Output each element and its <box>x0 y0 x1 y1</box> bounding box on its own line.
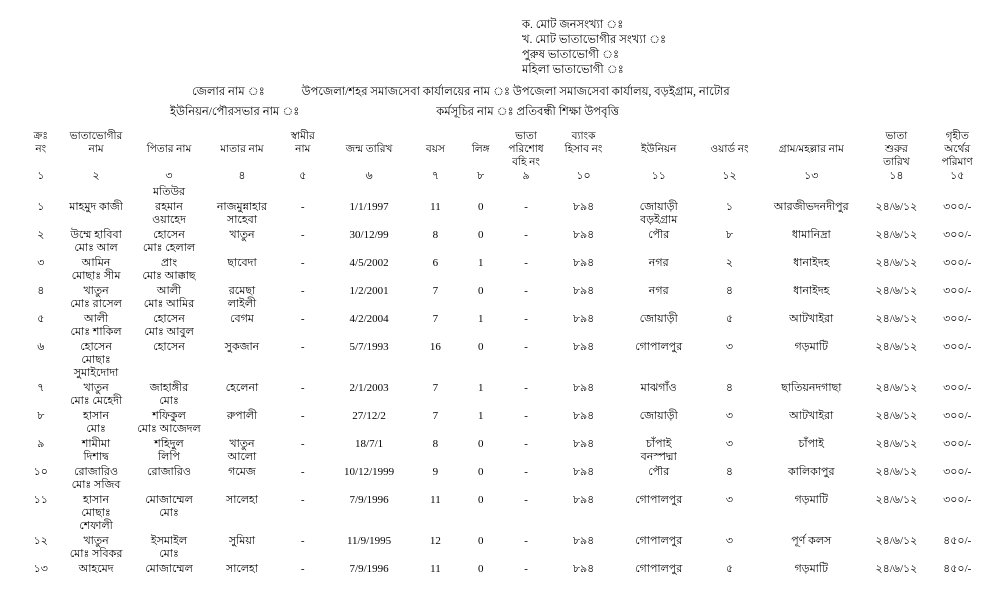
th-sl-l2: নং <box>35 144 47 155</box>
table-row <box>22 534 986 562</box>
age-cell: 7 <box>432 410 439 422</box>
sl-cell: ৬ <box>37 341 45 353</box>
amount-cell: ৩০০/- <box>943 201 972 213</box>
amount-cell: ৩০০/- <box>943 466 972 478</box>
sl-cell: ১২ <box>33 535 48 547</box>
mother-name-cell: ছাবেদা <box>227 257 257 269</box>
ward-no-cell: ৪ <box>725 466 734 478</box>
ward-no-cell: ৪ <box>725 382 734 394</box>
book-no-cell: - <box>524 563 528 575</box>
start-date-cell: ২৪/৬/১২ <box>875 229 918 241</box>
bank-account-cell: ৮৯৪ <box>572 341 595 353</box>
th-num-8: ৮ <box>477 170 485 182</box>
sex-cell: 1 <box>477 382 484 394</box>
father-name-cell: রোজারিও <box>146 466 192 478</box>
dob-cell: 7/9/1996 <box>349 563 389 575</box>
th-num-11: ১১ <box>651 170 666 182</box>
header-office-line <box>22 84 986 100</box>
book-no-cell: - <box>524 201 528 213</box>
husband-name-cell: - <box>300 257 305 269</box>
age-cell: 9 <box>432 466 439 478</box>
amount-cell: ৩০০/- <box>943 438 972 450</box>
th-husband-l1: স্বামীর <box>290 131 315 142</box>
book-no-cell: - <box>524 257 528 269</box>
th-dob-l2: জন্ম তারিখ <box>345 144 393 155</box>
th-amount-l3: পরিমাণ <box>941 157 973 168</box>
sl-cell: ১ <box>37 201 45 213</box>
bank-account-cell: ৮৯৪ <box>572 410 595 422</box>
book-no-cell: - <box>524 285 528 297</box>
bank-account-cell: ৮৯৪ <box>572 438 595 450</box>
programme-value: প্রতিবন্ধী শিক্ষা উপবৃত্তি <box>516 106 620 118</box>
village-cell: আটখাইরা <box>789 313 834 325</box>
th-amount-l2: অর্থের <box>944 144 971 155</box>
husband-name-cell: - <box>300 563 305 575</box>
age-cell: 8 <box>432 438 439 450</box>
bank-account-cell: ৮৯৪ <box>572 201 595 213</box>
th-start-l1: ভাতা <box>885 131 908 142</box>
sl-cell: ৩ <box>37 257 45 269</box>
male-beneficiaries-label: পুরুষ ভাতাভোগী ঃ <box>522 49 620 61</box>
th-union-l1 <box>617 130 701 143</box>
union-cell: গোপালপুর <box>635 535 683 547</box>
start-date-cell: ২৪/৬/১২ <box>875 466 918 478</box>
dob-cell: 30/12/99 <box>349 229 389 241</box>
start-date-cell: ২৪/৬/১২ <box>875 341 918 353</box>
th-name-l1: ভাতাভোগীর <box>69 131 123 142</box>
mother-name-cell: খাতুন আলো <box>227 438 257 463</box>
father-name-cell: শফিকুল মোঃ আজেদল <box>137 410 201 435</box>
ward-no-cell: ৮ <box>725 229 734 241</box>
th-num-14: ১৪ <box>889 170 904 182</box>
sl-cell: ৫ <box>37 313 45 325</box>
book-no-cell: - <box>524 466 528 478</box>
th-sex-l2: লিঙ্গ <box>471 144 490 155</box>
start-date-cell: ২৪/৬/১২ <box>875 285 918 297</box>
sl-cell: ৪ <box>37 285 45 297</box>
sl-cell: ১১ <box>33 494 48 506</box>
table-row <box>22 340 986 381</box>
table-row <box>22 312 986 340</box>
ward-no-cell: ২ <box>725 257 734 269</box>
start-date-cell: ২৪/৬/১২ <box>875 201 918 213</box>
sex-cell: 0 <box>477 341 484 353</box>
th-age-l1 <box>411 130 460 143</box>
start-date-cell: ২৪/৬/১২ <box>875 535 918 547</box>
th-account-l2: হিসাব নং <box>564 144 603 155</box>
father-name-cell: রহমান ওয়াহেদ <box>152 201 186 226</box>
th-num-5: ৫ <box>299 170 307 182</box>
village-cell: গড়মাটি <box>794 563 829 575</box>
bank-account-cell: ৮৯৪ <box>572 313 595 325</box>
sex-cell: 0 <box>477 494 484 506</box>
sex-cell: 0 <box>477 201 484 213</box>
age-cell: 16 <box>429 341 441 353</box>
th-blank-4 <box>205 156 278 169</box>
programme-label: কর্মসূচির নাম ঃ <box>436 106 514 118</box>
amount-cell: ৩০০/- <box>943 494 972 506</box>
mother-name-cell: রমেছা লাইলী <box>227 285 257 310</box>
table-row <box>22 493 986 534</box>
beneficiary-name-cell: শামীমা দিশাদ্ব <box>81 438 111 463</box>
sex-cell: 0 <box>477 466 484 478</box>
table-row <box>22 465 986 493</box>
bank-account-cell: ৮৯৪ <box>572 229 595 241</box>
th-age-l2: বয়স <box>425 144 445 155</box>
start-date-cell: ২৪/৬/১২ <box>875 257 918 269</box>
start-date-cell: ২৪/৬/১২ <box>875 494 918 506</box>
father-name-cell: মোজাম্মেল <box>145 563 193 575</box>
upazila-label: উপজেলা/শহর সমাজসেবা কার্যালয়ের নাম ঃ <box>301 86 511 98</box>
age-cell: 6 <box>432 257 439 269</box>
union-cell: নগর <box>648 285 669 297</box>
book-no-cell: - <box>524 535 528 547</box>
th-blank-12 <box>701 156 758 169</box>
sl-cell: ৯ <box>37 438 45 450</box>
mother-name-cell: সালেহা <box>225 494 258 506</box>
dob-cell: 5/7/1993 <box>349 341 389 353</box>
th-husband-l2: নাম <box>295 144 311 155</box>
th-num-6: ৬ <box>365 170 373 182</box>
beneficiary-register-table <box>22 130 986 577</box>
age-cell: 7 <box>432 382 439 394</box>
th-num-3: ৩ <box>165 170 173 182</box>
th-sl-l1: ক্রঃ <box>33 131 48 142</box>
th-account-l1: ব্যাংক <box>571 131 596 142</box>
start-date-cell: ২৪/৬/১২ <box>875 438 918 450</box>
start-date-cell: ২৪/৬/১২ <box>875 382 918 394</box>
age-cell: 7 <box>432 313 439 325</box>
table-header-subgroup-row <box>22 143 986 156</box>
bank-account-cell: ৮৯৪ <box>572 257 595 269</box>
village-cell: আরজীভদনদীপুর <box>773 201 849 213</box>
book-no-cell: - <box>524 341 528 353</box>
beneficiary-name-cell: খাতুন মোঃ রাসেল <box>70 285 122 310</box>
husband-name-cell: - <box>300 285 305 297</box>
table-header-number-row <box>22 169 986 185</box>
amount-cell: ৩০০/- <box>943 410 972 422</box>
husband-name-cell: - <box>300 438 305 450</box>
beneficiary-name-cell: খাতুন মোঃ সবিকর <box>69 535 123 560</box>
father-name-cell: প্রাং মোঃ আক্কাছ <box>142 257 196 282</box>
union-cell: জোয়াড়ী <box>639 313 678 325</box>
union-cell: গোপালপুর <box>635 563 683 575</box>
ward-no-cell: ৩ <box>725 535 734 547</box>
husband-name-cell: - <box>300 382 305 394</box>
ward-no-cell: ৪ <box>725 285 734 297</box>
sex-cell: 0 <box>477 563 484 575</box>
pretext-cell: মতিউর <box>152 186 186 198</box>
beneficiary-name-cell: খাতুন মোঃ মেহেদী <box>70 382 123 407</box>
bank-account-cell: ৮৯৪ <box>572 382 595 394</box>
village-cell: পূর্ণ কলস <box>791 535 832 547</box>
ward-no-cell: ৫ <box>725 563 734 575</box>
dob-cell: 10/12/1999 <box>344 466 395 478</box>
book-no-cell: - <box>524 494 528 506</box>
village-cell: ছাতিয়নদগাছা <box>781 382 842 394</box>
village-cell: ধানাইদহ <box>793 257 830 269</box>
dob-cell: 1/1/1997 <box>349 201 389 213</box>
th-blank-6 <box>327 156 411 169</box>
beneficiary-name-cell: উম্মে হাবিবা মোঃ আল <box>70 229 122 254</box>
upazila-value: উপজেলা সমাজসেবা কার্যালয়, বড়ইগ্রাম, নাটোর <box>512 86 730 98</box>
th-start-l3: তারিখ <box>883 157 910 168</box>
th-ward-l1 <box>701 130 758 143</box>
mother-name-cell: খাতুন <box>229 229 255 241</box>
table-row <box>22 228 986 256</box>
father-name-cell: আলী মোঃ আমির <box>143 285 195 310</box>
total-beneficiaries-label: খ. মোট ভাতাভোগীর সংখ্যা ঃ <box>522 34 667 46</box>
husband-name-cell: - <box>300 535 305 547</box>
book-no-cell: - <box>524 410 528 422</box>
village-cell: আটখাইরা <box>789 410 834 422</box>
beneficiary-name-cell: হাসান মোঃ <box>83 410 110 435</box>
amount-cell: ৩০০/- <box>943 285 972 297</box>
table-row <box>22 437 986 465</box>
husband-name-cell: - <box>300 313 305 325</box>
th-blank-11 <box>617 156 701 169</box>
th-mother-l2: মাতার নাম <box>220 144 264 155</box>
amount-cell: ৩০০/- <box>943 382 972 394</box>
th-dob-l1 <box>327 130 411 143</box>
th-num-1: ১ <box>37 170 45 182</box>
mother-name-cell: রুপালী <box>226 410 258 422</box>
sex-cell: 0 <box>477 285 484 297</box>
table-row <box>22 562 986 577</box>
th-start-l2: শুরুর <box>884 144 908 155</box>
th-village-l1 <box>758 130 864 143</box>
ward-no-cell: ৩ <box>725 341 734 353</box>
sl-cell: ৮ <box>37 410 45 422</box>
th-blank-1 <box>22 156 60 169</box>
bank-account-cell: ৮৯৪ <box>572 535 595 547</box>
sex-cell: 0 <box>477 535 484 547</box>
sex-cell: 1 <box>477 257 484 269</box>
husband-name-cell: - <box>300 229 305 241</box>
beneficiary-name-cell: আমিন মোছাঃ সীম <box>71 257 121 282</box>
husband-name-cell: - <box>300 201 305 213</box>
father-name-cell: মোজাম্মেল মোঃ <box>145 494 193 519</box>
amount-cell: ৩০০/- <box>943 257 972 269</box>
ward-no-cell: ১ <box>725 201 734 213</box>
amount-cell: ৩০০/- <box>943 229 972 241</box>
th-num-9: ৯ <box>522 170 530 182</box>
mother-name-cell: সুকজান <box>224 341 260 353</box>
th-payment-group-label: পরিশোধ <box>508 144 544 155</box>
father-name-cell: জাহাঙ্গীর মোঃ <box>149 382 189 407</box>
mother-name-cell: বেগম <box>230 313 254 325</box>
dob-cell: 4/5/2002 <box>349 257 389 269</box>
age-cell: 11 <box>430 494 441 506</box>
union-cell: পৌর <box>648 229 670 241</box>
father-name-cell: হোসেন মোঃ হেলাল <box>142 229 196 254</box>
table-row <box>22 409 986 437</box>
th-bookno-group-label: ভাতা <box>515 131 537 142</box>
beneficiary-name-cell: হাসান মোছাঃ শেফালী <box>79 494 113 532</box>
amount-cell: ৩০০/- <box>943 341 972 353</box>
table-pretext-row <box>22 185 986 200</box>
table-head <box>22 130 986 185</box>
sex-cell: 0 <box>477 438 484 450</box>
sl-cell: ১৩ <box>33 563 48 575</box>
age-cell: 8 <box>432 229 439 241</box>
th-name-l2: নাম <box>88 144 104 155</box>
table-row <box>22 284 986 312</box>
th-father-l2: পিতার নাম <box>146 144 192 155</box>
age-cell: 7 <box>432 285 439 297</box>
union-cell: চাঁপাই বনস্পদ্মা <box>640 438 677 463</box>
table-row <box>22 200 986 228</box>
ward-no-cell: ৩ <box>725 438 734 450</box>
dob-cell: 11/9/1995 <box>346 535 392 547</box>
total-population-label: ক. মোট জনসংখ্যা ঃ <box>522 19 624 31</box>
amount-cell: ৩০০/- <box>943 313 972 325</box>
sl-cell: ৭ <box>37 382 45 394</box>
union-label: ইউনিয়ন/পৌরসভার নাম ঃ <box>170 106 300 118</box>
dob-cell: 2/1/2003 <box>349 382 389 394</box>
village-cell: গড়মাটি <box>794 341 829 353</box>
village-cell: গড়মাটি <box>794 494 829 506</box>
union-cell: গোপালপুর <box>635 341 683 353</box>
beneficiary-name-cell: হোসেন মোছাঃ সুমাইদোদা <box>73 341 119 379</box>
sl-cell: ২ <box>37 229 45 241</box>
village-cell: ধামানিদ্রা <box>791 229 831 241</box>
beneficiary-name-cell: আলী মোঃ শাকিল <box>70 313 122 338</box>
sl-cell: ১০ <box>33 466 48 478</box>
table-body <box>22 185 986 577</box>
amount-cell: ৪৫০/- <box>943 535 972 547</box>
th-num-12: ১২ <box>722 170 737 182</box>
village-cell: চাঁপাই <box>798 438 825 450</box>
union-cell: মাঝগাঁও <box>640 382 677 394</box>
sex-cell: 1 <box>477 410 484 422</box>
beneficiary-name-cell: মাহমুদ কাজী <box>69 201 123 213</box>
th-mother-l1 <box>205 130 278 143</box>
book-no-cell: - <box>524 229 528 241</box>
mother-name-cell: নাজমুন্নাহার সাহেবা <box>216 201 268 226</box>
table-header-group-row <box>22 130 986 143</box>
union-cell: জোয়াড়ী বড়ইগ্রাম <box>639 201 678 226</box>
th-blank-8 <box>460 156 502 169</box>
husband-name-cell: - <box>300 494 305 506</box>
bank-account-cell: ৮৯৪ <box>572 563 595 575</box>
age-cell: 11 <box>430 563 441 575</box>
th-amount-l1: গৃহীত <box>945 131 969 142</box>
union-cell: নগর <box>648 257 669 269</box>
table-header-third-row <box>22 156 986 169</box>
village-cell: ধানাইদহ <box>793 285 830 297</box>
sex-cell: 1 <box>477 313 484 325</box>
header-summary-block <box>522 18 986 78</box>
th-num-4: ৪ <box>238 170 246 182</box>
ward-no-cell: ৩ <box>725 494 734 506</box>
union-cell: জোয়াড়ী <box>639 410 678 422</box>
header-union-line <box>22 104 986 120</box>
start-date-cell: ২৪/৬/১২ <box>875 410 918 422</box>
book-no-cell: - <box>524 382 528 394</box>
start-date-cell: ২৪/৬/১২ <box>875 313 918 325</box>
husband-name-cell: - <box>300 410 305 422</box>
th-ward-l2: ওয়ার্ড নং <box>710 144 749 155</box>
village-cell: কালিকাপুর <box>787 466 835 478</box>
father-name-cell: হোসেন মোঃ আবুল <box>144 313 194 338</box>
th-father-l1 <box>133 130 206 143</box>
th-num-15: ১৫ <box>950 170 965 182</box>
bank-account-cell: ৮৯৪ <box>572 285 595 297</box>
amount-cell: ৪৫০/- <box>943 563 972 575</box>
table-row <box>22 256 986 284</box>
th-village-l2: গ্রাম/মহল্লার নাম <box>778 144 844 155</box>
husband-name-cell: - <box>300 341 305 353</box>
age-cell: 11 <box>430 201 441 213</box>
th-blank-3 <box>133 156 206 169</box>
beneficiary-name-cell: আহমেদ <box>78 563 114 575</box>
th-num-10: ১০ <box>576 170 591 182</box>
th-blank-5 <box>278 156 327 169</box>
dob-cell: 1/2/2001 <box>349 285 389 297</box>
age-cell: 12 <box>429 535 441 547</box>
bank-account-cell: ৮৯৪ <box>572 466 595 478</box>
district-label: জেলার নাম ঃ <box>192 86 265 98</box>
father-name-cell: হোসেন <box>153 341 185 353</box>
th-num-7: ৭ <box>431 170 439 182</box>
mother-name-cell: হেলেনা <box>225 382 259 394</box>
dob-cell: 18/7/1 <box>355 438 384 450</box>
beneficiary-name-cell: রোজারিও মোঃ সজিব <box>71 466 121 491</box>
book-no-cell: - <box>524 438 528 450</box>
start-date-cell: ২৪/৬/১২ <box>875 563 918 575</box>
sex-cell: 0 <box>477 229 484 241</box>
th-num-13: ১৩ <box>804 170 819 182</box>
husband-name-cell: - <box>300 466 305 478</box>
mother-name-cell: সুমিয়া <box>228 535 256 547</box>
father-name-cell: শহিদুল লিপি <box>154 438 184 463</box>
th-bookno-l2: বহি নং <box>512 157 540 168</box>
ward-no-cell: ৩ <box>725 410 734 422</box>
th-blank-2 <box>60 156 133 169</box>
female-beneficiaries-label: মহিলা ভাতাভোগী ঃ <box>522 64 624 76</box>
book-no-cell: - <box>524 313 528 325</box>
union-cell: গোপালপুর <box>635 494 683 506</box>
dob-cell: 7/9/1996 <box>349 494 389 506</box>
dob-cell: 4/2/2004 <box>349 313 389 325</box>
th-blank-10 <box>550 156 616 169</box>
th-num-2: ২ <box>92 170 100 182</box>
bank-account-cell: ৮৯৪ <box>572 494 595 506</box>
th-union-l2: ইউনিয়ন <box>641 144 677 155</box>
mother-name-cell: গমেজ <box>228 466 256 478</box>
ward-no-cell: ৫ <box>725 313 734 325</box>
th-blank-13 <box>758 156 864 169</box>
table-row <box>22 381 986 409</box>
th-sex-l1 <box>460 130 502 143</box>
father-name-cell: ইসমাইল মোঃ <box>150 535 188 560</box>
th-blank-7 <box>411 156 460 169</box>
mother-name-cell: সালেহা <box>225 563 258 575</box>
dob-cell: 27/12/2 <box>352 410 386 422</box>
union-cell: পৌর <box>648 466 670 478</box>
